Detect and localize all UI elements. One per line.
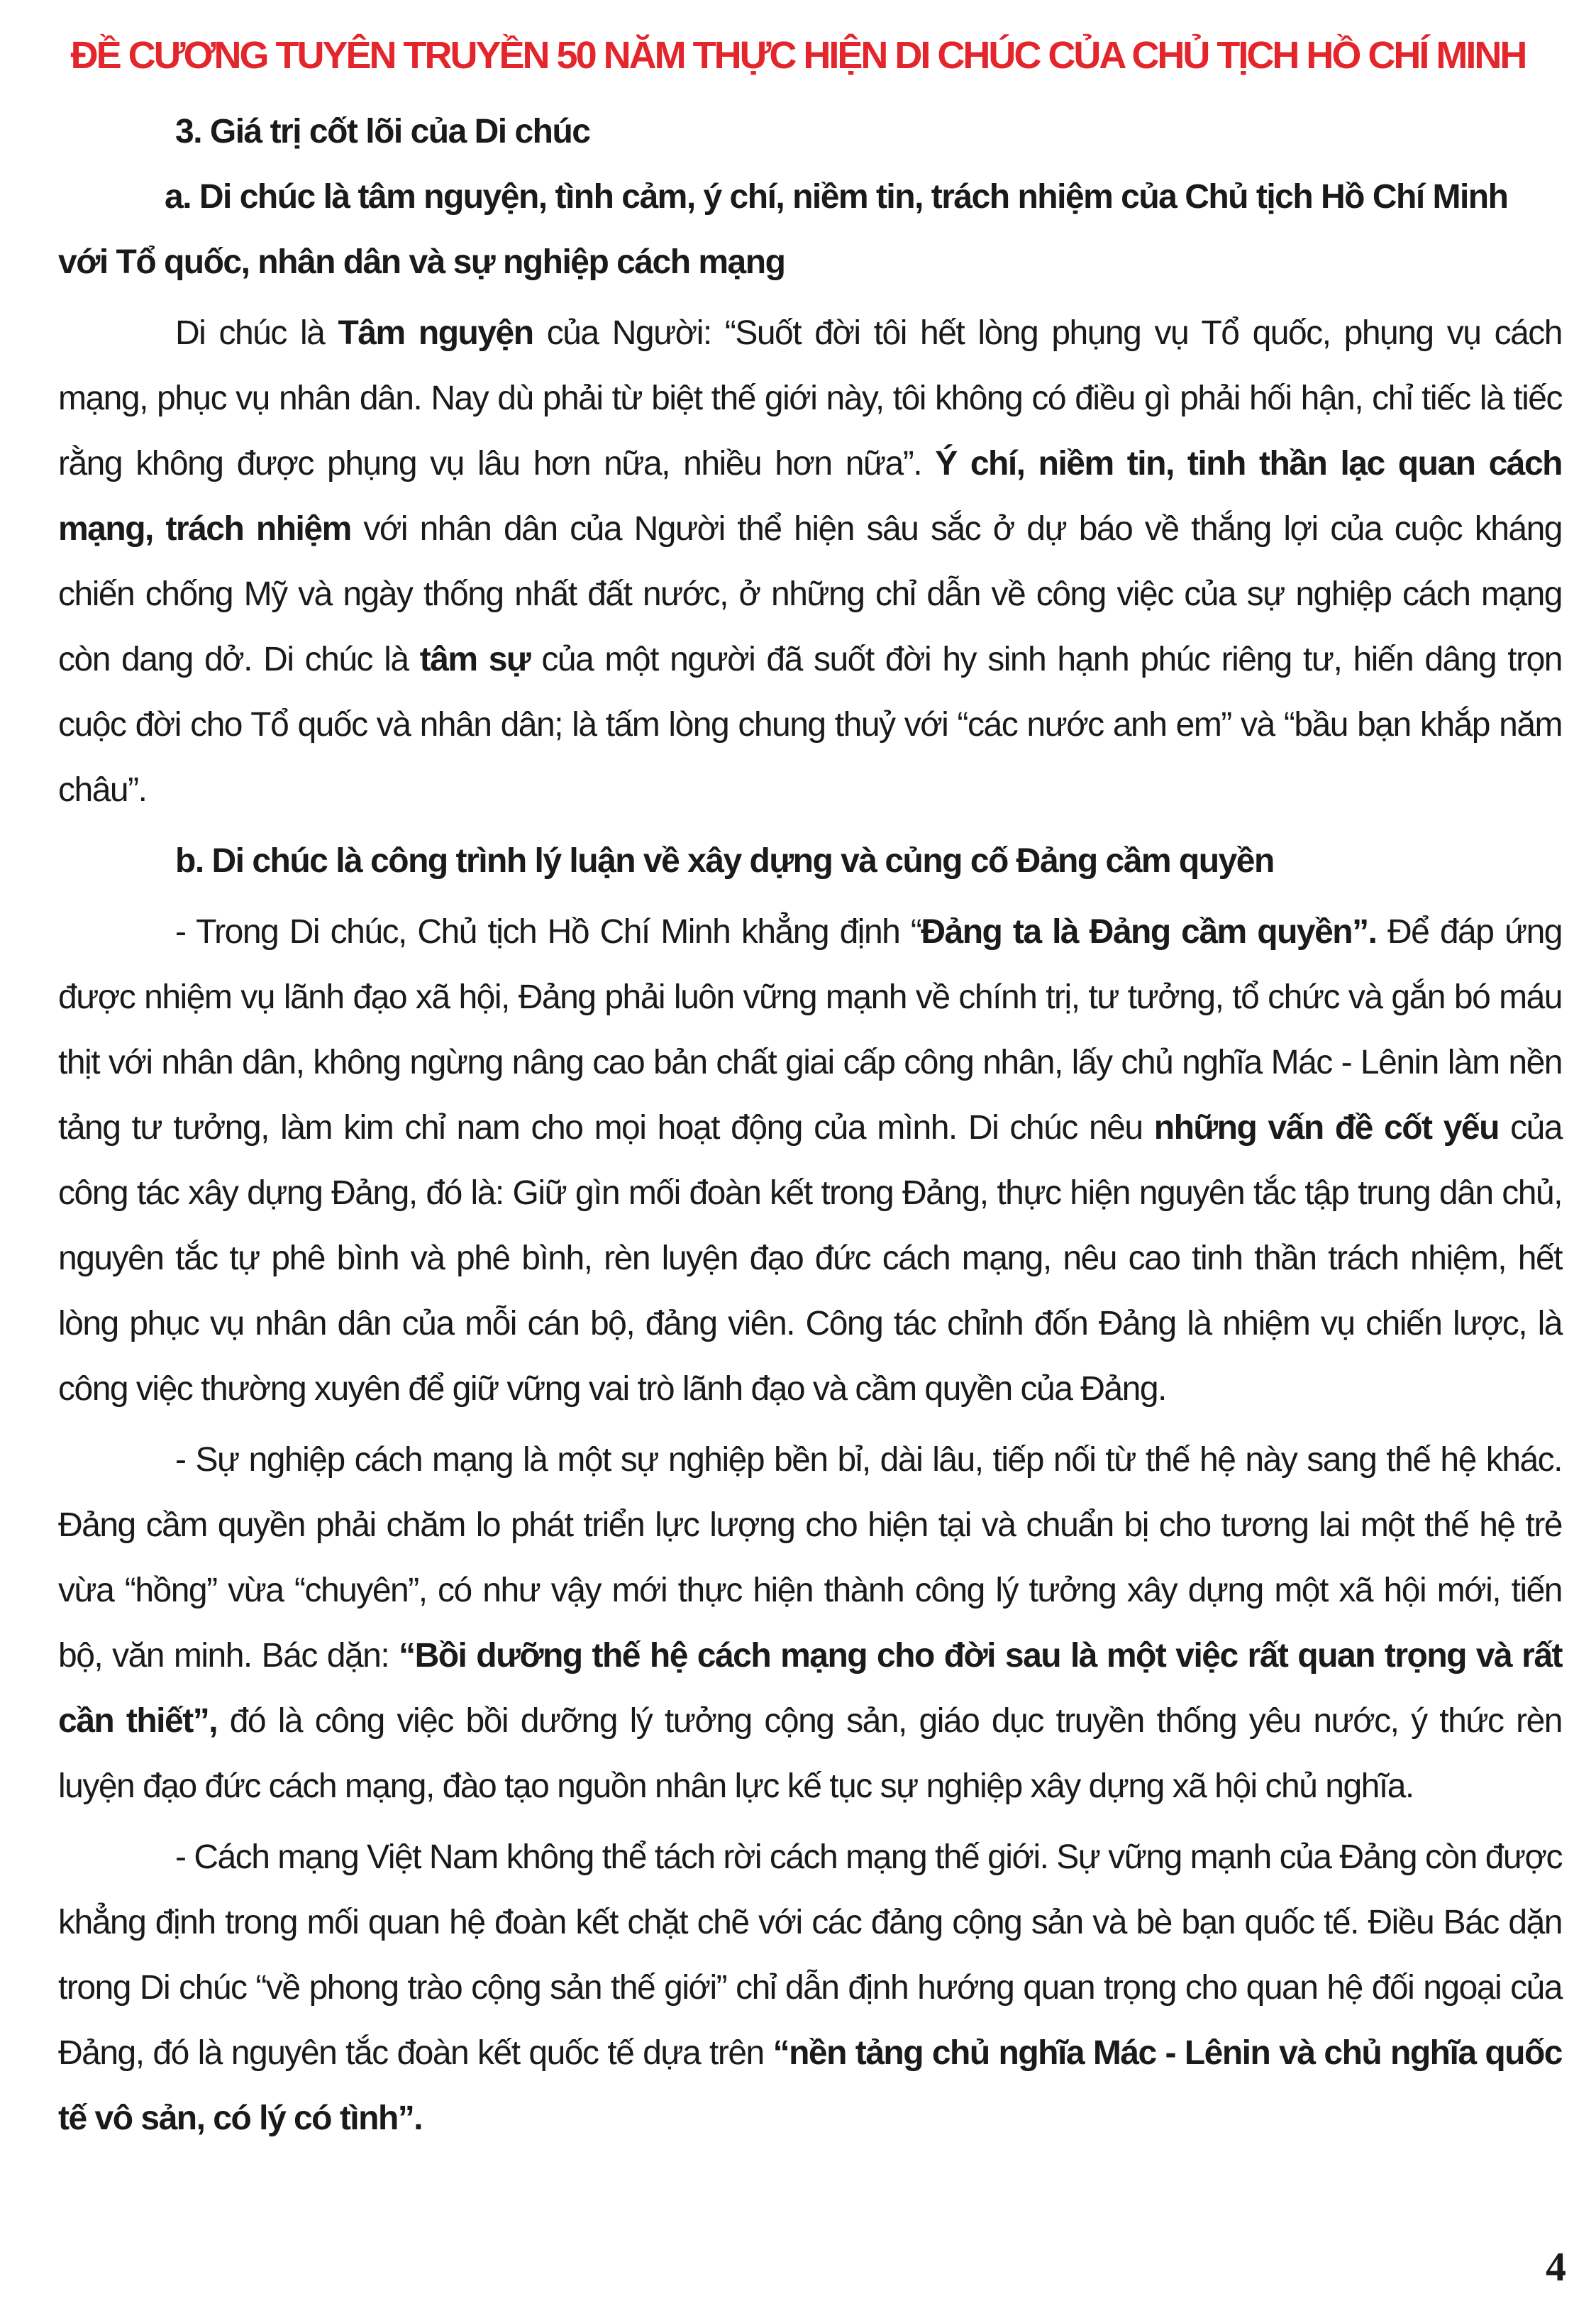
paragraph-b1-text-1: - Trong Di chúc, Chủ tịch Hồ Chí Minh khẳng định “ bbox=[175, 913, 921, 951]
paragraph-a-bold-1: Tâm nguyện bbox=[338, 314, 533, 352]
paragraph-a-text-3: với nhân dân của Người thể hiện sâu sắc ở dự báo về thắng lợi của cuộc kháng chiến chống Mỹ và ngày thống nhất đất nước, ở những chỉ dẫn về công việc của sự nghiệp cách mạng còn dang dở. Di chúc là bbox=[58, 510, 1563, 678]
paragraph-b1-bold-1: Đảng ta là Đảng cầm quyền”. bbox=[921, 913, 1377, 951]
section-heading-b: b. Di chúc là công trình lý luận về xây dựng và củng cố Đảng cầm quyền bbox=[175, 842, 1274, 880]
section-heading-3: 3. Giá trị cốt lõi của Di chúc bbox=[175, 113, 590, 150]
page-number: 4 bbox=[1546, 2244, 1566, 2290]
paragraph-a-bold-2: Ý chí, niềm tin, tinh thần lạc quan cách mạng, trách nhiệm bbox=[58, 445, 1562, 548]
paragraph-b2-bold-1: “Bồi dưỡng thế hệ cách mạng cho đời sau là một việc rất quan trọng và rất cần thiết”, bbox=[58, 1637, 1562, 1740]
paragraph-b2-text-1: - Sự nghiệp cách mạng là một sự nghiệp bền bỉ, dài lâu, tiếp nối từ thế hệ này sang thế hệ khác. Đảng cầm quyền phải chăm lo phát triển lực lượng cho hiện tại và chuẩn bị cho tương lai một thế hệ trẻ vừa “hồng” vừa “chuyên”, có như vậy mới thực hiện thành công lý tưởng xây dựng một xã hội mới, tiến bộ, văn minh. Bác dặn: bbox=[58, 1441, 1562, 1675]
paragraph-a-bold-3: tâm sự bbox=[419, 641, 531, 678]
paragraph-b1-text-3: của công tác xây dựng Đảng, đó là: Giữ gìn mối đoàn kết trong Đảng, thực hiện nguyên tắc tập trung dân chủ, nguyên tắc tự phê bình và phê bình, rèn luyện đạo đức cách mạng, nêu cao tinh thần trách nhiệm, hết lòng phục vụ nhân dân của mỗi cán bộ, đảng viên. Công tác chỉnh đốn Đảng là nhiệm vụ chiến lược, là công việc thường xuyên để giữ vững vai trò lãnh đạo và cầm quyền của Đảng. bbox=[58, 1109, 1562, 1408]
section-heading-a: a. Di chúc là tâm nguyện, tình cảm, ý chí, niềm tin, trách nhiệm của Chủ tịch Hồ Chí Minh với Tổ quốc, nhân dân và sự nghiệp cách mạng bbox=[58, 178, 1508, 281]
paragraph-a-text-1: Di chúc là bbox=[175, 314, 338, 352]
paragraph-b3 bbox=[58, 1825, 1562, 2151]
paragraph-b2-text-2: đó là công việc bồi dưỡng lý tưởng cộng sản, giáo dục truyền thống yêu nước, ý thức rèn luyện đạo đức cách mạng, đào tạo nguồn nhân lực kế tục sự nghiệp xây dựng xã hội chủ nghĩa. bbox=[58, 1702, 1563, 1805]
paragraph-a-text-4: của một người đã suốt đời hy sinh hạnh phúc riêng tư, hiến dâng trọn cuộc đời cho Tổ quốc và nhân dân; là tấm lòng chung thuỷ với “các nước anh em” và “bầu bạn khắp năm châu”. bbox=[58, 641, 1563, 809]
paragraph-b3-bold-1: “nền tảng chủ nghĩa Mác - Lênin và chủ nghĩa quốc tế vô sản, có lý có tình”. bbox=[58, 2034, 1562, 2137]
document-title: ĐỀ CƯƠNG TUYÊN TRUYỀN 50 NĂM THỰC HIỆN DI CHÚC CỦA CHỦ TỊCH HỒ CHÍ MINH bbox=[70, 34, 1526, 77]
paragraph-b1-bold-2: những vấn đề cốt yếu bbox=[1153, 1109, 1499, 1147]
paragraph-b1 bbox=[58, 900, 1562, 1422]
paragraph-b2 bbox=[58, 1428, 1562, 1819]
document-body bbox=[58, 99, 1562, 2151]
paragraph-a-text-2: của Người: “Suốt đời tôi hết lòng phụng vụ Tổ quốc, phụng vụ cách mạng, phục vụ nhân dân. Nay dù phải từ biệt thế giới này, tôi không có điều gì phải hối hận, chỉ tiếc là tiếc rằng không được phụng vụ lâu hơn nữa, nhiều hơn nữa”. bbox=[58, 314, 1562, 482]
paragraph-b1-text-2: Để đáp ứng được nhiệm vụ lãnh đạo xã hội, Đảng phải luôn vững mạnh về chính trị, tư tưởng, tổ chức và gắn bó máu thịt với nhân dân, không ngừng nâng cao bản chất giai cấp công nhân, lấy chủ nghĩa Mác - Lênin làm nền tảng tư tưởng, làm kim chỉ nam cho mọi hoạt động của mình. Di chúc nêu bbox=[58, 913, 1562, 1147]
paragraph-b3-text-1: - Cách mạng Việt Nam không thể tách rời cách mạng thế giới. Sự vững mạnh của Đảng còn được khẳng định trong mối quan hệ đoàn kết chặt chẽ với các đảng cộng sản và bè bạn quốc tế. Điều Bác dặn trong Di chúc “về phong trào cộng sản thế giới” chỉ dẫn định hướng quan trọng cho quan hệ đối ngoại của Đảng, đó là nguyên tắc đoàn kết quốc tế dựa trên bbox=[58, 1838, 1562, 2072]
paragraph-a bbox=[58, 301, 1562, 823]
